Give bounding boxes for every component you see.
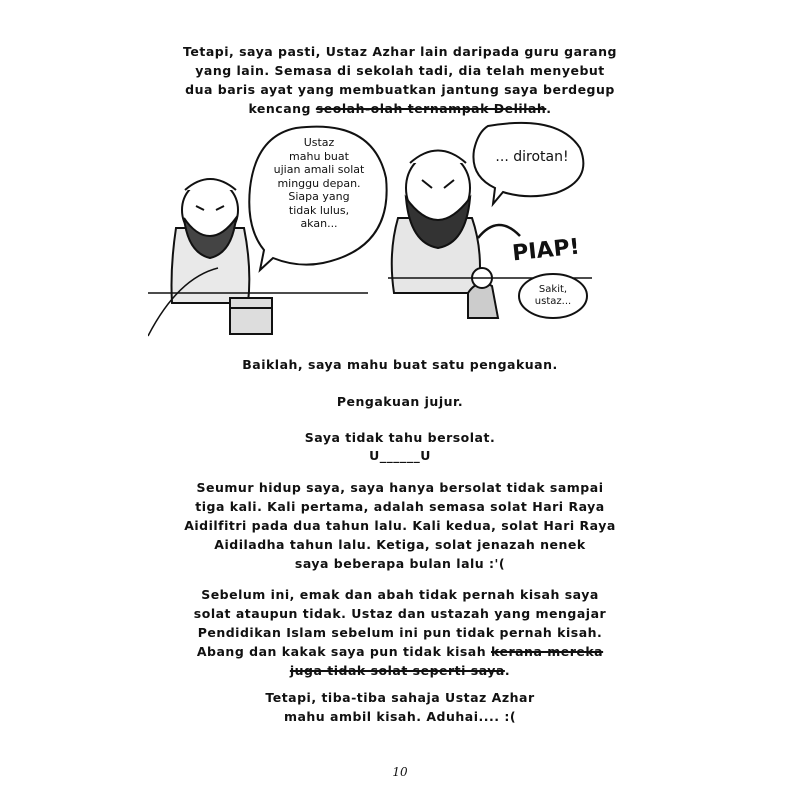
text-line: Aidiladha tahun lalu. Ketiga, solat jenazah nenek <box>214 537 586 552</box>
bubble-line: Sakit, <box>538 284 568 295</box>
text-line: dua baris ayat yang membuatkan jantung saya berdegup <box>185 82 615 97</box>
confession-line: Baiklah, saya mahu buat satu pengakuan. <box>242 357 558 372</box>
bubble-line: Siapa yang <box>288 190 350 203</box>
bubble-line: ujian amali solat <box>273 163 365 176</box>
no-pray-line: Saya tidak tahu bersolat. <box>304 430 496 445</box>
bubble-line: akan... <box>300 217 338 230</box>
bubble-small-text <box>526 284 580 308</box>
text-line <box>140 661 660 680</box>
text-span: Abang dan kakak saya pun tidak kisah <box>196 644 491 659</box>
text-span: . <box>546 101 552 116</box>
bubble-line: minggu depan. <box>277 176 361 190</box>
text-line <box>140 99 660 118</box>
paragraph-family <box>140 585 660 680</box>
struck-text: seolah-olah ternampak Delilah <box>315 101 547 116</box>
paragraph-intro <box>140 42 660 118</box>
comic-illustration <box>148 118 592 350</box>
text-line: Sebelum ini, emak dan abah tidak pernah kisah saya <box>201 587 599 602</box>
text-line: saya beberapa bulan lalu :'( <box>294 556 506 571</box>
struck-text: kerana mereka <box>490 644 604 659</box>
paragraph-ending <box>140 688 660 726</box>
text-line: tiga kali. Kali pertama, adalah semasa solat Hari Raya <box>195 499 605 514</box>
bubble-left-text <box>254 136 384 231</box>
struck-text: juga tidak solat seperti saya <box>289 663 505 678</box>
text-line: Pendidikan Islam sebelum ini pun tidak pernah kisah. <box>197 625 603 640</box>
page-number: 10 <box>392 765 408 779</box>
text-line: Tetapi, saya pasti, Ustaz Azhar lain daripada guru garang <box>183 44 617 59</box>
text-line: yang lain. Semasa di sekolah tadi, dia telah menyebut <box>195 63 605 78</box>
paragraph-history <box>140 478 660 573</box>
emoticon-text: U______U <box>369 448 431 463</box>
text-line: Seumur hidup saya, saya hanya bersolat tidak sampai <box>196 480 604 495</box>
bubble-line: tidak lulus, <box>288 203 350 217</box>
sound-effect-text: PIAP! <box>511 234 581 267</box>
text-line: Aidilfitri pada dua tahun lalu. Kali kedua, solat Hari Raya <box>184 518 616 533</box>
text-line: mahu ambil kisah. Aduhai.... :( <box>283 709 517 724</box>
text-line: Tetapi, tiba-tiba sahaja Ustaz Azhar <box>265 690 535 705</box>
text-line: solat ataupun tidak. Ustaz dan ustazah yang mengajar <box>193 606 607 621</box>
text-line <box>140 642 660 661</box>
bubble-right-text: ... dirotan! <box>495 149 569 165</box>
honest-line: Pengakuan jujur. <box>336 394 464 409</box>
text-span: . <box>504 663 511 678</box>
bubble-line: ustaz... <box>534 296 572 307</box>
bubble-line: mahu buat <box>289 149 349 163</box>
bubble-line: Ustaz <box>303 136 335 149</box>
text-span: kencang <box>248 101 316 116</box>
